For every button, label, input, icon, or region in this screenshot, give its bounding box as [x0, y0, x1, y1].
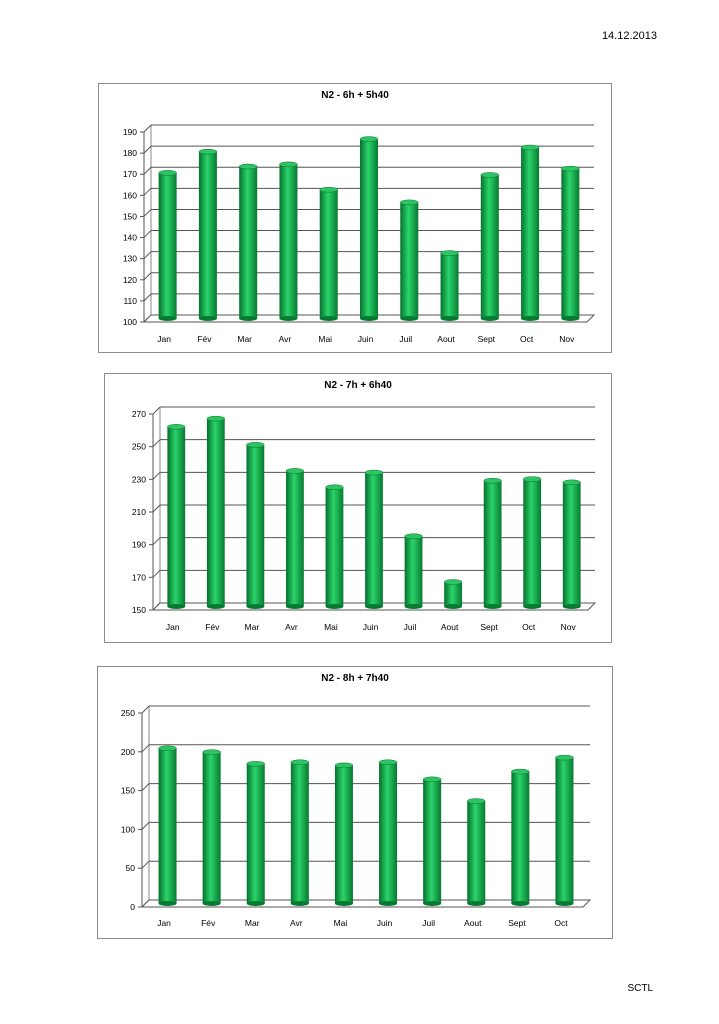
bar-body — [320, 190, 338, 319]
bar-base — [246, 604, 264, 609]
grid-diagonal — [153, 407, 160, 414]
bar-chart — [98, 667, 614, 940]
y-tick-label: 0 — [130, 902, 135, 912]
x-tick-label: Juin — [376, 918, 393, 928]
x-tick-label: Fév — [201, 918, 216, 928]
bar — [286, 468, 304, 609]
y-tick-label: 230 — [131, 474, 146, 485]
y-tick-label: 150 — [122, 211, 137, 222]
bar-base — [286, 604, 304, 609]
bar-base — [360, 316, 378, 321]
bar-body — [561, 169, 579, 319]
bar-body — [279, 164, 297, 318]
bar-base — [523, 604, 541, 609]
x-tick-label: Mar — [244, 622, 260, 632]
bar-chart — [99, 84, 613, 354]
x-tick-label: Mar — [244, 918, 260, 928]
bar-body — [484, 481, 502, 607]
bar-body — [441, 253, 459, 318]
bar-body — [555, 758, 573, 904]
bar-top — [481, 172, 499, 177]
bar-body — [360, 139, 378, 318]
bar — [444, 580, 462, 610]
chart-panel-3 — [97, 666, 613, 939]
chart-title: N2 - 6h + 5h40 — [321, 90, 389, 101]
y-tick-label: 170 — [122, 169, 137, 180]
grid-diagonal — [153, 440, 160, 447]
chart-title: N2 - 7h + 6h40 — [324, 380, 392, 391]
bar-body — [239, 167, 257, 319]
bar — [159, 746, 177, 906]
x-tick-label: Mai — [333, 918, 348, 928]
bar-body — [291, 762, 309, 903]
bar — [467, 799, 485, 906]
bar — [481, 172, 499, 321]
bar-body — [199, 152, 217, 319]
grid-diagonal — [144, 294, 151, 301]
x-tick-label: Jan — [165, 622, 180, 632]
x-tick-label: Mai — [324, 622, 338, 632]
bar-base — [484, 604, 502, 609]
bar-top — [203, 750, 221, 755]
y-tick-label: 250 — [131, 441, 146, 452]
x-tick-label: Sept — [480, 622, 498, 632]
bar — [291, 760, 309, 906]
bar-body — [207, 419, 225, 607]
bar-base — [335, 901, 353, 906]
bar-body — [159, 173, 177, 319]
bar — [561, 166, 579, 321]
x-tick-label: Fév — [205, 622, 220, 632]
bar — [360, 137, 378, 321]
bar-top — [279, 162, 297, 167]
bar-base — [555, 901, 573, 906]
grid-diagonal — [144, 167, 151, 174]
x-tick-label: Nov — [559, 334, 575, 344]
x-tick-label: Juil — [399, 334, 413, 344]
bar-body — [159, 748, 177, 903]
bar — [207, 416, 225, 609]
y-tick-label: 210 — [131, 507, 146, 517]
y-tick-label: 160 — [122, 190, 137, 201]
grid-diagonal — [144, 125, 151, 132]
bar-top — [523, 477, 541, 482]
bar — [511, 769, 529, 906]
x-tick-label: Juin — [362, 622, 379, 632]
bar-base — [203, 901, 221, 906]
y-tick-label: 170 — [131, 572, 146, 583]
bar-chart — [105, 374, 613, 644]
y-tick-label: 50 — [125, 863, 135, 874]
x-tick-label: Fév — [197, 334, 212, 344]
grid-diagonal — [153, 472, 160, 479]
bar-body — [365, 473, 383, 607]
chart-title: N2 - 8h + 7h40 — [321, 673, 389, 684]
bar-base — [400, 316, 418, 321]
bar-body — [523, 479, 541, 606]
bar-body — [481, 175, 499, 319]
bar-body — [379, 762, 397, 903]
bar-base — [423, 901, 441, 906]
grid-diagonal — [144, 146, 151, 153]
bar — [320, 187, 338, 321]
bar-body — [521, 148, 539, 319]
bar-body — [423, 779, 441, 903]
bar — [199, 149, 217, 321]
x-tick-label: Sept — [477, 334, 496, 344]
bar-base — [441, 316, 459, 321]
bar — [279, 162, 297, 321]
bar — [423, 777, 441, 906]
y-tick-label: 150 — [120, 785, 135, 796]
chart-panel-1 — [98, 83, 612, 353]
bar — [159, 170, 177, 321]
bar-body — [563, 482, 581, 606]
bar-base — [444, 604, 462, 609]
grid-diagonal — [144, 209, 151, 216]
bar — [246, 442, 264, 609]
x-tick-label: Avr — [278, 334, 292, 344]
y-tick-label: 140 — [122, 232, 137, 243]
y-tick-label: 190 — [122, 127, 137, 137]
y-tick-label: 120 — [122, 274, 137, 285]
x-tick-label: Aout — [464, 918, 482, 928]
bar-body — [511, 772, 529, 904]
bar-base — [561, 316, 579, 321]
grid-diagonal — [144, 273, 151, 280]
bar-body — [167, 427, 185, 607]
bar-base — [326, 604, 344, 609]
bar-body — [286, 471, 304, 607]
bar-top — [521, 145, 539, 150]
y-tick-label: 100 — [120, 824, 135, 835]
grid-diagonal — [142, 784, 149, 791]
bar-base — [405, 604, 423, 609]
bar-top — [167, 424, 185, 429]
bar-body — [405, 536, 423, 606]
x-tick-label: Jan — [157, 334, 171, 344]
bar-top — [239, 164, 257, 169]
y-tick-label: 150 — [131, 605, 146, 615]
y-tick-label: 180 — [122, 148, 137, 159]
y-tick-label: 270 — [131, 409, 146, 419]
x-tick-label: Avr — [285, 622, 298, 632]
grid-diagonal — [142, 822, 149, 829]
bar-base — [511, 901, 529, 906]
bar — [365, 470, 383, 609]
bar-base — [159, 316, 177, 321]
y-tick-label: 110 — [123, 295, 137, 306]
y-tick-label: 190 — [131, 539, 146, 550]
bar-top — [511, 769, 529, 774]
grid-diagonal — [144, 188, 151, 195]
bar-body — [467, 801, 485, 903]
grid-diagonal — [144, 252, 151, 259]
bar-top — [365, 470, 383, 475]
bar — [441, 251, 459, 321]
bar — [555, 755, 573, 906]
bar-base — [320, 316, 338, 321]
bar-base — [199, 316, 217, 321]
grid-diagonal — [142, 706, 149, 713]
bar-body — [247, 764, 265, 904]
bar — [326, 485, 344, 609]
bar-top — [335, 763, 353, 768]
bar-body — [335, 765, 353, 903]
bar-top — [286, 468, 304, 473]
bar-base — [563, 604, 581, 609]
grid-diagonal — [153, 570, 160, 577]
bar-top — [159, 170, 177, 175]
x-tick-label: Nov — [560, 622, 576, 632]
bar-top — [326, 485, 344, 490]
x-tick-label: Oct — [554, 918, 568, 928]
bar-base — [279, 316, 297, 321]
x-tick-label: Sept — [508, 918, 526, 928]
bar-base — [521, 316, 539, 321]
bar-body — [326, 487, 344, 606]
x-tick-label: Mar — [237, 334, 253, 344]
bar-top — [561, 166, 579, 171]
y-tick-label: 200 — [120, 746, 135, 757]
bar-top — [247, 761, 265, 766]
bar — [379, 760, 397, 906]
bar-base — [239, 316, 257, 321]
bar — [523, 477, 541, 609]
x-tick-label: Juil — [422, 918, 436, 928]
bar-base — [207, 604, 225, 609]
bar-body — [246, 445, 264, 607]
bar-top — [441, 251, 459, 256]
bar-top — [246, 442, 264, 447]
grid-diagonal — [142, 861, 149, 868]
bar-top — [379, 760, 397, 765]
bar — [167, 424, 185, 609]
bar-top — [563, 480, 581, 485]
bar-top — [320, 187, 338, 192]
bar-top — [159, 746, 177, 751]
bar-base — [159, 901, 177, 906]
bar-top — [405, 534, 423, 539]
bar-top — [444, 580, 462, 585]
bar-base — [167, 604, 185, 609]
x-tick-label: Aout — [437, 334, 455, 344]
x-tick-label: Juil — [403, 622, 417, 632]
bar-body — [203, 752, 221, 903]
bar-body — [444, 582, 462, 607]
bar-top — [484, 478, 502, 483]
grid-diagonal — [153, 538, 160, 545]
x-tick-label: Mai — [318, 334, 333, 344]
bar — [400, 200, 418, 321]
x-tick-label: Juin — [357, 334, 374, 344]
bar-top — [360, 137, 378, 142]
bar — [405, 534, 423, 609]
bar-base — [247, 901, 265, 906]
bar — [239, 164, 257, 321]
grid-diagonal — [144, 231, 151, 238]
bar-base — [467, 901, 485, 906]
x-tick-label: Oct — [522, 622, 536, 632]
bar-top — [207, 416, 225, 421]
x-tick-label: Jan — [157, 918, 171, 928]
bar-top — [467, 799, 485, 804]
bar-base — [291, 901, 309, 906]
bar — [203, 750, 221, 906]
bar-base — [481, 316, 499, 321]
bar — [521, 145, 539, 321]
page-date: 14.12.2013 — [601, 30, 657, 42]
bar — [335, 763, 353, 906]
bar — [484, 478, 502, 609]
grid-diagonal — [142, 745, 149, 752]
x-tick-label: Aout — [440, 622, 459, 632]
bar-base — [365, 604, 383, 609]
x-tick-label: Avr — [290, 918, 303, 928]
chart-panel-2 — [104, 373, 612, 643]
y-tick-label: 100 — [122, 317, 137, 327]
bar — [563, 480, 581, 609]
y-tick-label: 130 — [122, 253, 137, 264]
footer-label: SCTL — [627, 983, 653, 994]
bar — [247, 761, 265, 906]
grid-diagonal — [153, 505, 160, 512]
y-tick-label: 250 — [120, 708, 135, 718]
x-tick-label: Oct — [519, 334, 534, 344]
bar-base — [379, 901, 397, 906]
bar-body — [400, 202, 418, 318]
bar-top — [199, 149, 217, 154]
bar-top — [400, 200, 418, 205]
bar-top — [423, 777, 441, 782]
bar-top — [555, 755, 573, 760]
bar-top — [291, 760, 309, 765]
